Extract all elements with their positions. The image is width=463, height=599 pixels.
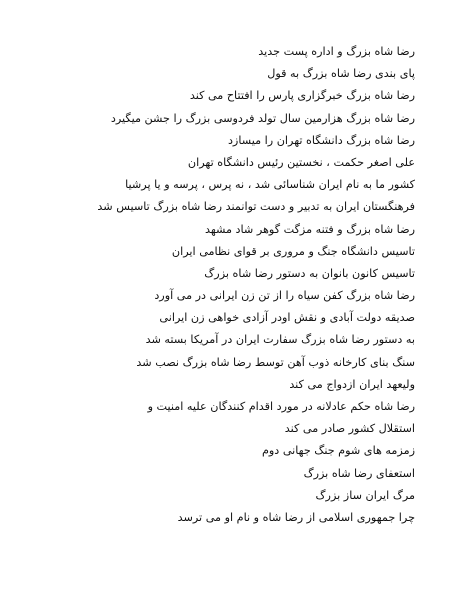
contents-line: استعفای رضا شاه بزرگ bbox=[303, 466, 415, 480]
contents-line: رضا شاه بزرگ هزارمین سال تولد فردوسی بزرگ را جشن میگیرد bbox=[110, 111, 415, 125]
contents-line: علی اصغر حکمت ، نخستین رئیس دانشگاه تهران bbox=[187, 155, 415, 169]
contents-line: رضا شاه بزرگ کفن سیاه را از تن زن ایرانی در می آورد bbox=[154, 289, 415, 303]
contents-line: ولیعهد ایران ازدواج می کند bbox=[289, 377, 415, 391]
contents-line: رضا شاه حکم عادلانه در مورد اقدام کنندگان علیه امنیت و bbox=[147, 400, 415, 413]
contents-line: زمزمه های شوم جنگ جهانی دوم bbox=[261, 444, 415, 458]
contents-line: تاسیس کانون بانوان به دستور رضا شاه بزرگ bbox=[204, 266, 415, 280]
contents-line: تاسیس دانشگاه جنگ و مروری بر قوای نظامی ایران bbox=[171, 244, 415, 258]
contents-line: صدیقه دولت آبادی و نقش اودر آزادی خواهی زن ایرانی bbox=[159, 311, 415, 325]
contents-line: رضا شاه بزرگ خبرگزاری پارس را افتتاح می کند bbox=[189, 89, 415, 103]
contents-list bbox=[35, 41, 415, 529]
contents-line: استقلال کشور صادر می کند bbox=[284, 422, 415, 436]
contents-line: فرهنگستان ایران به تدبیر و دست توانمند رضا شاه بزرگ تاسیس شد bbox=[97, 200, 415, 214]
contents-line: کشور ما به نام ایران شناسائی شد ، نه پرس ، پرسه و یا پرشیا bbox=[125, 178, 415, 192]
contents-line: رضا شاه بزرگ و اداره پست جدید bbox=[258, 45, 415, 58]
contents-line: رضا شاه بزرگ و فتنه مزگت گوهر شاد مشهد bbox=[204, 222, 415, 236]
contents-line: سنگ بنای کارخانه ذوب آهن توسط رضا شاه بزرگ نصب شد bbox=[136, 355, 415, 369]
contents-line: به دستور رضا شاه بزرگ سفارت ایران در آمریکا بسته شد bbox=[145, 333, 415, 347]
contents-line: پای بندی رضا شاه بزرگ به قول bbox=[267, 67, 415, 81]
contents-line: رضا شاه بزرگ دانشگاه تهران را میسازد bbox=[227, 133, 415, 147]
contents-line: مرگ ایران ساز بزرگ bbox=[315, 488, 415, 502]
contents-line: چرا جمهوری اسلامی از رضا شاه و نام او می ترسد bbox=[177, 510, 415, 524]
